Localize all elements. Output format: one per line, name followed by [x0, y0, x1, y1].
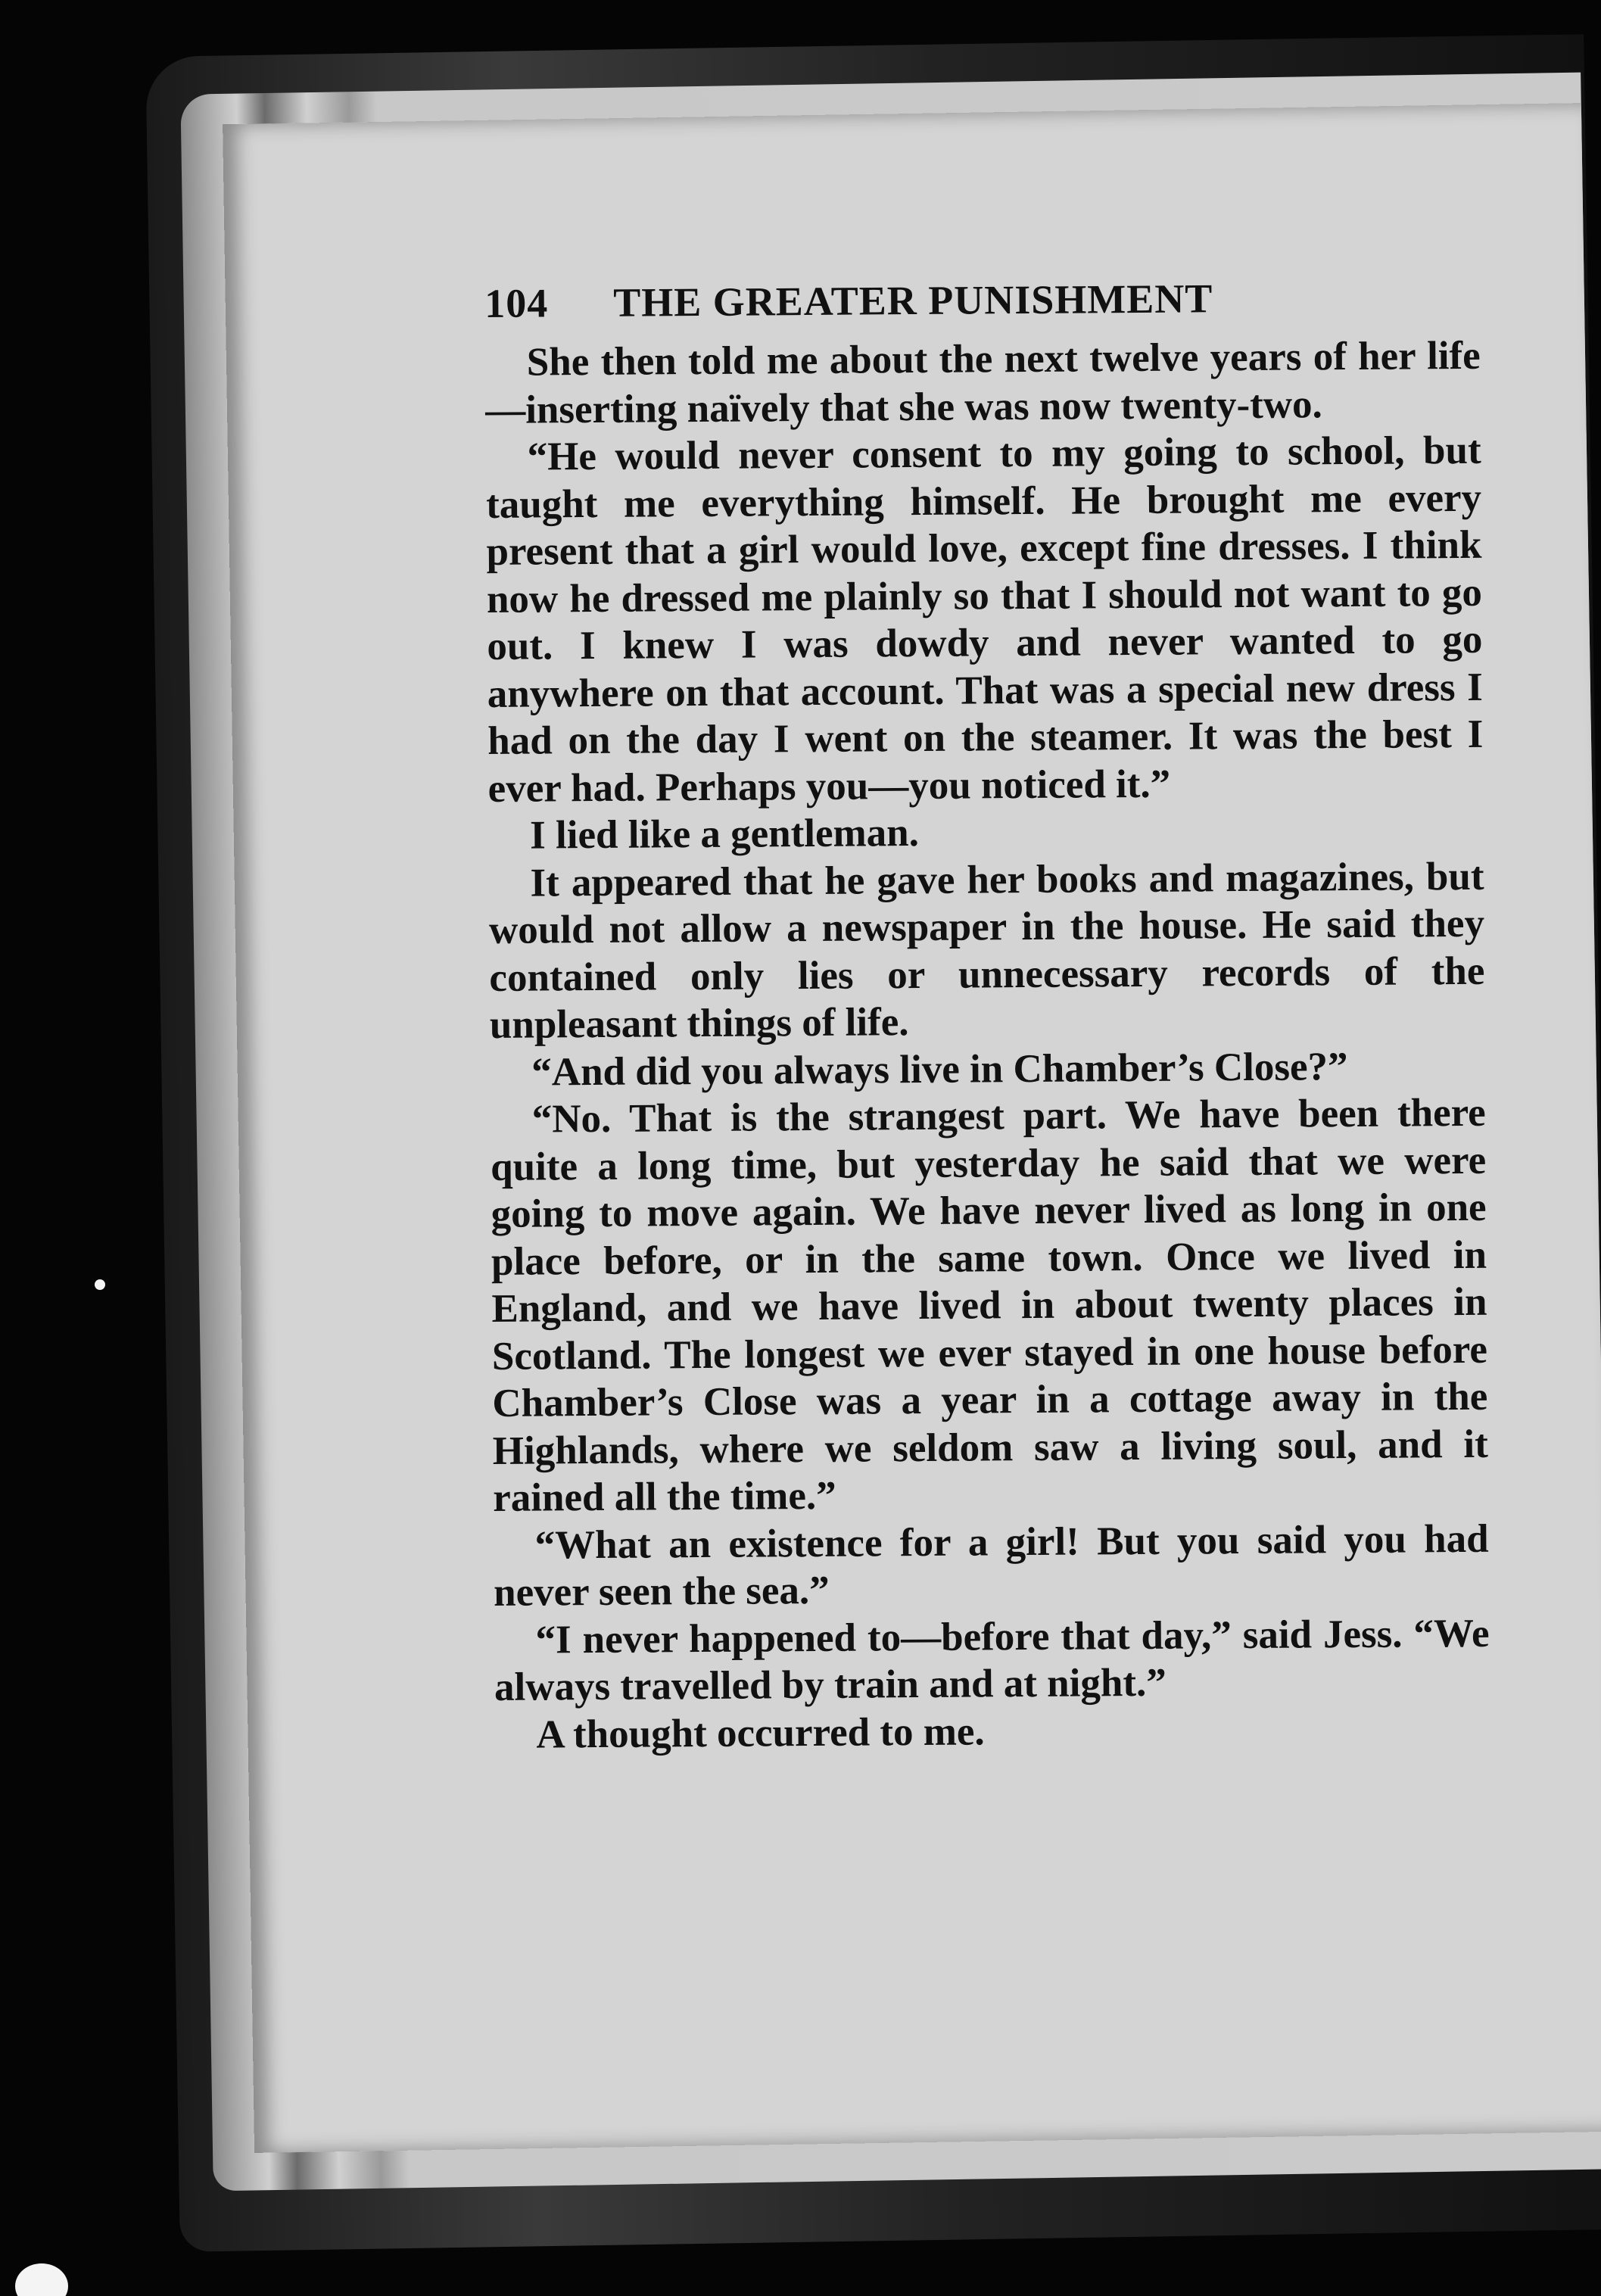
- paragraph: I lied like a gentleman.: [529, 811, 920, 858]
- paragraph: “No. That is the strangest part. We have been there quite a long time, but yesterday he said that we were going to move again. We have never lived as long in one place before, or in the same town. Once we lived in England, and we have lived in about twenty places in Scotland. The longest we ever stayed in one house before Chamber’s Close was a year in a cottage away in the Highlands, where we seldom saw a living soul, and it rained all the time.”: [490, 1090, 1488, 1520]
- paragraph: She then told me about the next twelve years of her life—inserting naïvely that she was now twenty-two.: [484, 333, 1481, 432]
- paragraph: “I never happened to—before that day,” said Jess. “We always travelled by train and at night.”: [494, 1611, 1490, 1709]
- running-head: [484, 273, 1481, 339]
- paragraph: “He would never consent to my going to school, but taught me everything himself. He brought me every present that a girl would love, except fine dresses. I think now he dressed me plainly so that I should not want to go out. I knew I was dowdy and never wanted to go anywhere on that account. That was a special new dress I had on the day I went on the steamer. It was the best I ever had. Perhaps you—you noticed it.”: [485, 428, 1484, 811]
- paragraph: A thought occurred to me.: [536, 1709, 985, 1757]
- running-title: THE GREATER PUNISHMENT: [613, 276, 1213, 326]
- page-number: 104: [484, 280, 549, 326]
- scan-speck: [15, 2263, 68, 2296]
- paragraph: “And did you always live in Chamber’s Close?”: [531, 1044, 1348, 1095]
- scan-speck: [95, 1279, 105, 1290]
- paragraph: “What an existence for a girl! But you said you had never seen the sea.”: [493, 1516, 1489, 1615]
- page-text: [484, 273, 1490, 1759]
- paragraph: It appeared that he gave her books and magazines, but would not allow a newspaper in the house. He said they contained only lies or unnecessary records of the unpleasant things of life.: [488, 854, 1485, 1047]
